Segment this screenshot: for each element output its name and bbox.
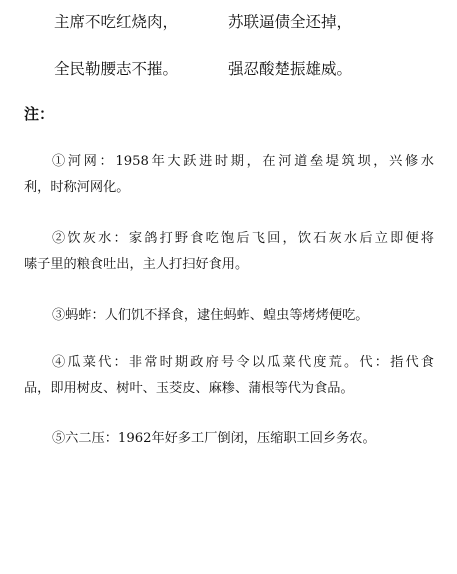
footnote-5 xyxy=(24,426,434,452)
footnote-4 xyxy=(24,350,434,402)
poem-line-2 xyxy=(54,59,353,79)
footnote-2 xyxy=(24,226,434,278)
poem-line-1-right: 苏联逼债全还掉， xyxy=(228,13,353,31)
notes-heading: 注： xyxy=(24,105,55,123)
poem-line-1 xyxy=(54,12,353,32)
footnote-1-line-2: 利，时称河网化。 xyxy=(24,180,130,195)
footnote-2-line-1: ②饮灰水：家鸽打野食吃饱后飞回，饮石灰水后立即便将 xyxy=(52,231,434,246)
poem-line-1-left: 主席不吃红烧肉， xyxy=(54,13,179,31)
footnote-3-line-1: ③蚂蚱：人们饥不择食，逮住蚂蚱、蝗虫等烤烤便吃。 xyxy=(52,308,369,323)
footnote-4-line-2: 品，即用树皮、树叶、玉茭皮、麻糁、蒲根等代为食品。 xyxy=(24,381,354,396)
poem-line-2-right: 强忍酸楚振雄威。 xyxy=(228,60,353,78)
poem-line-2-left: 全民勒腰志不摧。 xyxy=(54,60,179,78)
footnote-2-line-2: 嗉子里的粮食吐出，主人打扫好食用。 xyxy=(24,257,249,272)
footnote-1-line-1: ①河网：1958年大跃进时期，在河道垒堤筑坝，兴修水 xyxy=(52,154,434,169)
footnote-3 xyxy=(24,303,434,329)
footnote-1 xyxy=(24,149,434,201)
footnote-4-line-1: ④瓜菜代：非常时期政府号令以瓜菜代度荒。代：指代食 xyxy=(52,355,434,370)
footnote-5-line-1: ⑤六二压：1962年好多工厂倒闭，压缩职工回乡务农。 xyxy=(52,431,376,446)
